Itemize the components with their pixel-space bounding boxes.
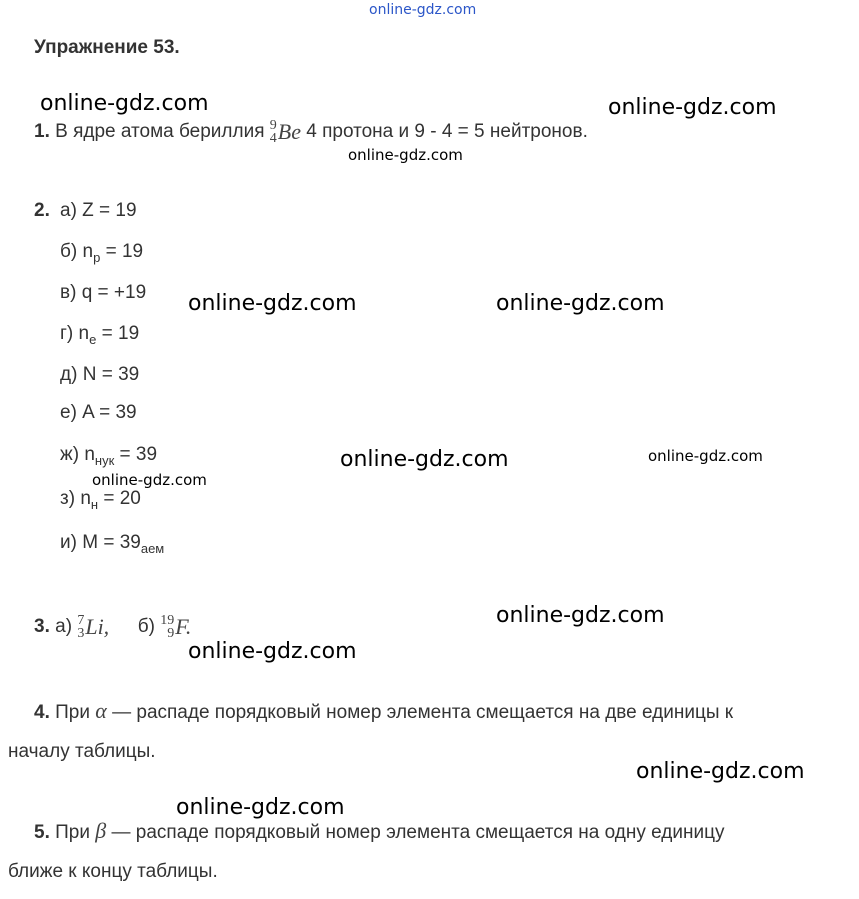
item-3-number: 3. — [34, 616, 50, 638]
watermark: online-gdz.com — [608, 95, 777, 120]
item-2-line-i: и) $M = 39_{аем}$ — [60, 532, 165, 556]
item-2-line-b: б) $n_p = 19$ — [60, 241, 144, 265]
beryllium-charge-number: 4 — [269, 131, 277, 146]
fluorine-nuclide — [160, 614, 191, 640]
item-1 — [34, 119, 588, 145]
fluorine-charge-number: 9 — [167, 626, 175, 641]
watermark: online-gdz.com — [496, 291, 665, 316]
item-1-text-after: 4 протона и 9 - 4 = 5 нейтронов. — [306, 121, 588, 143]
lithium-charge-number: 3 — [77, 626, 85, 641]
beta-symbol: β — [95, 818, 107, 843]
item-4-number: 4. — [34, 702, 50, 723]
fluorine-symbol: F. — [175, 614, 192, 639]
item-1-number: 1. — [34, 121, 50, 143]
watermark: online-gdz.com — [188, 291, 357, 316]
item-2-line-v: в) q = +19 — [60, 282, 147, 303]
watermark: online-gdz.com — [340, 447, 509, 472]
item-5-number: 5. — [34, 822, 50, 843]
watermark: online-gdz.com — [40, 91, 209, 116]
item-4-line-1: 4. При α — распаде порядковый номер элемента смещается на две единицы к — [34, 698, 734, 723]
item-2-line-zh: ж) $n_{нук} = 39$ — [60, 444, 158, 468]
item-2-number: 2. — [34, 200, 50, 221]
alpha-symbol: α — [95, 698, 107, 723]
fluorine-mass-number: 19 — [160, 613, 175, 628]
watermark: online-gdz.com — [348, 146, 463, 164]
lithium-nuclide — [77, 614, 109, 640]
item-5-line-1: 5. При β — распаде порядковый номер элемента смещается на одну единицу — [34, 818, 725, 843]
watermark: online-gdz.com — [176, 795, 345, 820]
exercise-title: Упражнение 53. — [34, 37, 180, 58]
item-3-label-a: а) — [55, 616, 73, 638]
item-2-line-d: д) N = 39 — [60, 364, 140, 385]
item-2-line-z: з) $n_н = 20$ — [60, 488, 141, 512]
item-5-line-2: ближе к концу таблицы. — [8, 861, 218, 882]
watermark: online-gdz.com — [188, 639, 357, 664]
watermark: online-gdz.com — [648, 447, 763, 465]
watermark: online-gdz.com — [636, 759, 805, 784]
lithium-symbol: Li, — [85, 614, 110, 639]
item-2-line-e: е) A = 39 — [60, 402, 137, 423]
watermark: online-gdz.com — [496, 603, 665, 628]
watermark: online-gdz.com — [92, 471, 207, 489]
top-watermark: online-gdz.com — [369, 2, 477, 18]
item-3 — [34, 614, 191, 640]
beryllium-nuclide — [270, 119, 301, 145]
item-4-line-2: началу таблицы. — [8, 741, 156, 762]
item-2-line-a: а) Z = 19 — [60, 200, 137, 221]
beryllium-mass-number: 9 — [269, 118, 277, 133]
lithium-mass-number: 7 — [77, 613, 85, 628]
item-1-text-before: В ядре атома бериллия — [55, 121, 265, 143]
beryllium-symbol: Be — [277, 119, 301, 144]
item-3-label-b: б) — [137, 616, 155, 638]
item-2-line-g: г) $n_e = 19$ — [60, 323, 140, 347]
